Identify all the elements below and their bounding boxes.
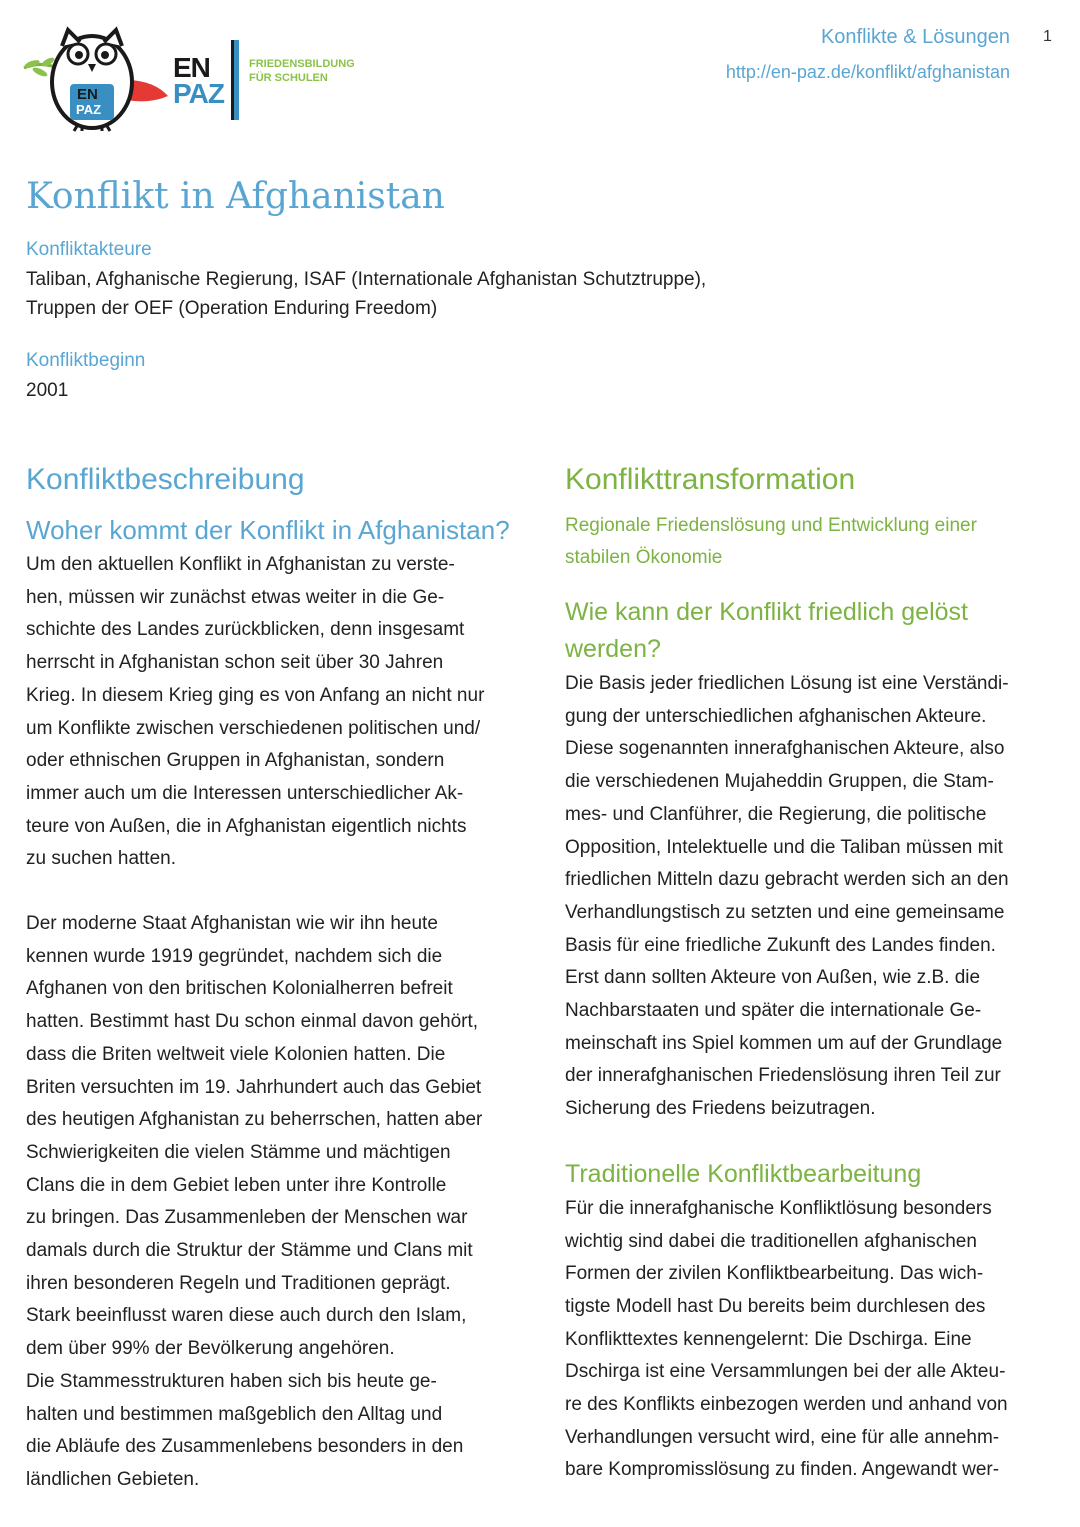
start-label: Konfliktbeginn: [26, 350, 146, 371]
right-heading-traditional: Traditionelle Konfliktbearbeitung: [565, 1159, 922, 1188]
brand-paz: PAZ: [173, 78, 224, 109]
start-value: 2001: [26, 380, 69, 401]
left-column: [26, 458, 526, 1497]
right-paragraph-1: Die Basis jeder friedlichen Lösung ist eine Verständi- gung der unterschiedlichen afghanischen Akteure. Diese sogenannten innerafghanischen Akteure, also die verschiedenen Mujaheddin Gruppen, die Stam- mes- und Clanführer, die Regierung, die politische Opposition, Intelektuelle und die Taliban müssen mit friedlichen Mitteln dazu gebracht werden sich an den Verhandlungstisch zu setzten und eine gemeinsame Basis für eine friedliche Zukunft des Landes finden. Erst dann sollten Akteure von Außen, wie z.B. die Nachbarstaaten und später die internationale Ge- meinschaft ins Spiel kommen um auf der Grundlage der innerafghanischen Friedenslösung ihren Teil zur Sicherung des Friedens beizutragen.: [565, 673, 1009, 1120]
page-title: Konflikt in Afghanistan: [26, 176, 445, 217]
right-heading-peaceful-solution: Wie kann der Konflikt friedlich gelöst werden?: [565, 598, 968, 663]
actors-line2: Truppen der OEF (Operation Enduring Freedom): [26, 298, 438, 319]
brand-en: EN: [173, 52, 210, 83]
page-number: 1: [1043, 28, 1052, 45]
right-heading: Konflikttransformation: [565, 463, 856, 496]
brand-divider: [231, 40, 239, 120]
tagline-line2: FÜR SCHULEN: [249, 72, 328, 84]
left-paragraph-1: Um den aktuellen Konflikt in Afghanistan zu verste- hen, müssen wir zunächst etwas weiter in die Ge- schichte des Landes zurückblicken, denn insgesamt herrscht in Afghanistan schon seit über 30 Jahren Krieg. In diesem Krieg ging es von Anfang an nicht nur um Konflikte zwischen verschiedenen politischen und/ oder ethnischen Gruppen in Afghanistan, sondern immer auch um die Interessen unterschiedlicher Ak- teure von Außen, die in Afghanistan eigentlich nichts zu suchen hatten.: [26, 554, 485, 870]
right-paragraph-2: Für die innerafghanische Konfliktlösung besonders wichtig sind dabei die traditionellen afghanischen Formen der zivilen Konfliktbearbeitung. Das wich- tigste Modell hast Du bereits beim durchlesen des Konflikttextes kennengelernt: Die Dschirga. Eine Dschirga ist eine Versammlungen bei der alle Akteu- re des Konflikts einbezogen werden und anhand von Verhandlungen versucht wird, eine für alle annehm- bare Kompromisslösung zu finden. Angewandt wer-: [565, 1197, 1008, 1481]
badge-paz: PAZ: [76, 102, 102, 117]
left-subheading: Woher kommt der Konflikt in Afghanistan?: [26, 515, 510, 545]
right-column: [565, 458, 1055, 1487]
left-heading: Konfliktbeschreibung: [26, 463, 305, 496]
left-paragraph-2: Der moderne Staat Afghanistan wie wir ihn heute kennen wurde 1919 gegründet, nachdem sich die Afghanen von den britischen Kolonialherren befreit hatten. Bestimmt hast Du schon einmal davon gehört, dass die Briten weltweit viele Kolonien hatten. Die Briten versuchten im 19. Jahrhundert auch das Gebiet des heutigen Afghanistan zu beherrschen, hatten aber Schwierigkeiten die vielen Stämme und mächtigen Clans die in dem Gebiet leben unter ihre Kontrolle zu bringen. Das Zusammenleben der Menschen war damals durch die Struktur der Stämme und Clans mit ihren besonderen Regeln und Traditionen geprägt. Stark beeinflusst waren diese auch durch den Islam, dem über 99% der Bevölkerung angehören. Die Stammesstrukturen haben sich bis heute ge- halten und bestimmen maßgeblich den Alltag und die Abläufe des Zusammenlebens besonders in den ländlichen Gebieten.: [26, 913, 483, 1490]
right-subheading: Regionale Friedenslösung und Entwicklung einer stabilen Ökonomie: [565, 515, 977, 568]
badge-en: EN: [77, 86, 98, 103]
header-url[interactable]: http://en-paz.de/konflikt/afghanistan: [725, 62, 1010, 82]
actors-value: [26, 265, 926, 323]
tagline-line1: FRIEDENSBILDUNG: [249, 58, 355, 70]
tagline: [249, 57, 355, 85]
actors-label: Konfliktakteure: [26, 239, 152, 260]
header-title: Konflikte & Lösungen: [820, 26, 1010, 48]
actors-line1: Taliban, Afghanische Regierung, ISAF (Internationale Afghanistan Schutztruppe),: [26, 269, 707, 290]
